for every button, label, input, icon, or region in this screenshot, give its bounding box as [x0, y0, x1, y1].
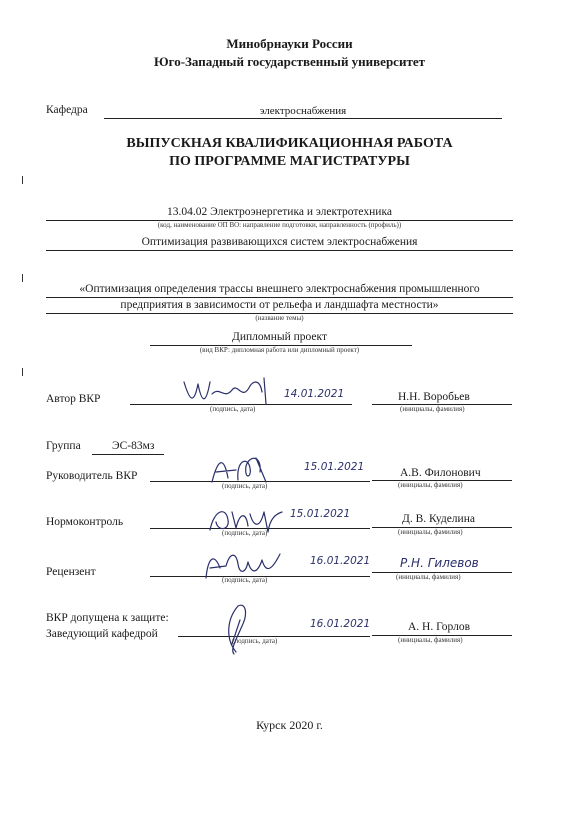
author-signature [180, 376, 280, 408]
reviewer-label: Рецензент [46, 566, 96, 578]
normcontrol-date: 15.01.2021 [290, 508, 351, 520]
group-value: ЭС-83мз [112, 440, 155, 452]
supervisor-name-caption: (инициалы, фамилия) [398, 481, 463, 489]
supervisor-name: А.В. Филонович [400, 467, 481, 479]
author-name: Н.Н. Воробьев [398, 391, 470, 403]
admission-label: ВКР допущена к защите: [46, 612, 169, 624]
head-name-caption: (инициалы, фамилия) [398, 636, 463, 644]
head-sign-caption: (подпись, дата) [232, 637, 278, 645]
head-date: 16.01.2021 [310, 618, 371, 630]
university-name: Юго-Западный государственный университет [154, 54, 425, 69]
group-underline [92, 454, 164, 455]
topic-line1: «Оптимизация определения трассы внешнего электроснабжения промышленного [79, 283, 480, 295]
normcontrol-sign-caption: (подпись, дата) [222, 529, 268, 537]
work-type-caption: (вид ВКР: дипломная работа или дипломный проект) [199, 346, 360, 354]
margin-mark [22, 176, 23, 184]
margin-mark [22, 368, 23, 376]
program-code-name: 13.04.02 Электроэнергетика и электротехника [167, 206, 392, 218]
group-label: Группа [46, 440, 81, 452]
program-caption: (код, наименование ОП ВО: направление подготовки, направленность (профиль)) [157, 221, 402, 229]
profile-underline [46, 250, 513, 251]
normcontrol-label: Нормоконтроль [46, 516, 124, 528]
topic-underline-1 [46, 297, 513, 298]
topic-caption: (название темы) [255, 314, 304, 322]
topic-line2: предприятия в зависимости от рельефа и ландшафта местности» [120, 299, 439, 311]
department-value: электроснабжения [259, 105, 347, 117]
author-date: 14.01.2021 [284, 388, 345, 400]
reviewer-sign-caption: (подпись, дата) [222, 576, 268, 584]
document-title-line1: ВЫПУСКНАЯ КВАЛИФИКАЦИОННАЯ РАБОТА [126, 136, 453, 151]
work-type-value: Дипломный проект [232, 331, 327, 343]
normcontrol-name: Д. В. Куделина [402, 513, 475, 525]
supervisor-sign-caption: (подпись, дата) [222, 482, 268, 490]
ministry-name: Минобрнауки России [226, 36, 353, 51]
margin-mark [22, 274, 23, 282]
head-of-department-label: Заведующий кафедрой [46, 628, 158, 640]
document-title-line2: ПО ПРОГРАММЕ МАГИСТРАТУРЫ [169, 154, 410, 169]
city-year: Курск 2020 г. [256, 718, 323, 732]
reviewer-date: 16.01.2021 [310, 555, 371, 567]
supervisor-label: Руководитель ВКР [46, 470, 138, 482]
normcontrol-name-caption: (инициалы, фамилия) [398, 528, 463, 536]
head-signature [216, 600, 256, 656]
reviewer-name-caption: (инициалы, фамилия) [396, 573, 461, 581]
author-name-caption: (инициалы, фамилия) [400, 405, 465, 413]
author-label: Автор ВКР [46, 393, 101, 405]
supervisor-date: 15.01.2021 [304, 461, 365, 473]
department-label: Кафедра [46, 104, 88, 116]
head-name: А. Н. Горлов [408, 621, 471, 633]
reviewer-name: Р.Н. Гилевов [400, 556, 479, 570]
program-profile: Оптимизация развивающихся систем электроснабжения [141, 236, 418, 248]
author-sign-caption: (подпись, дата) [210, 405, 256, 413]
department-underline [104, 118, 502, 119]
